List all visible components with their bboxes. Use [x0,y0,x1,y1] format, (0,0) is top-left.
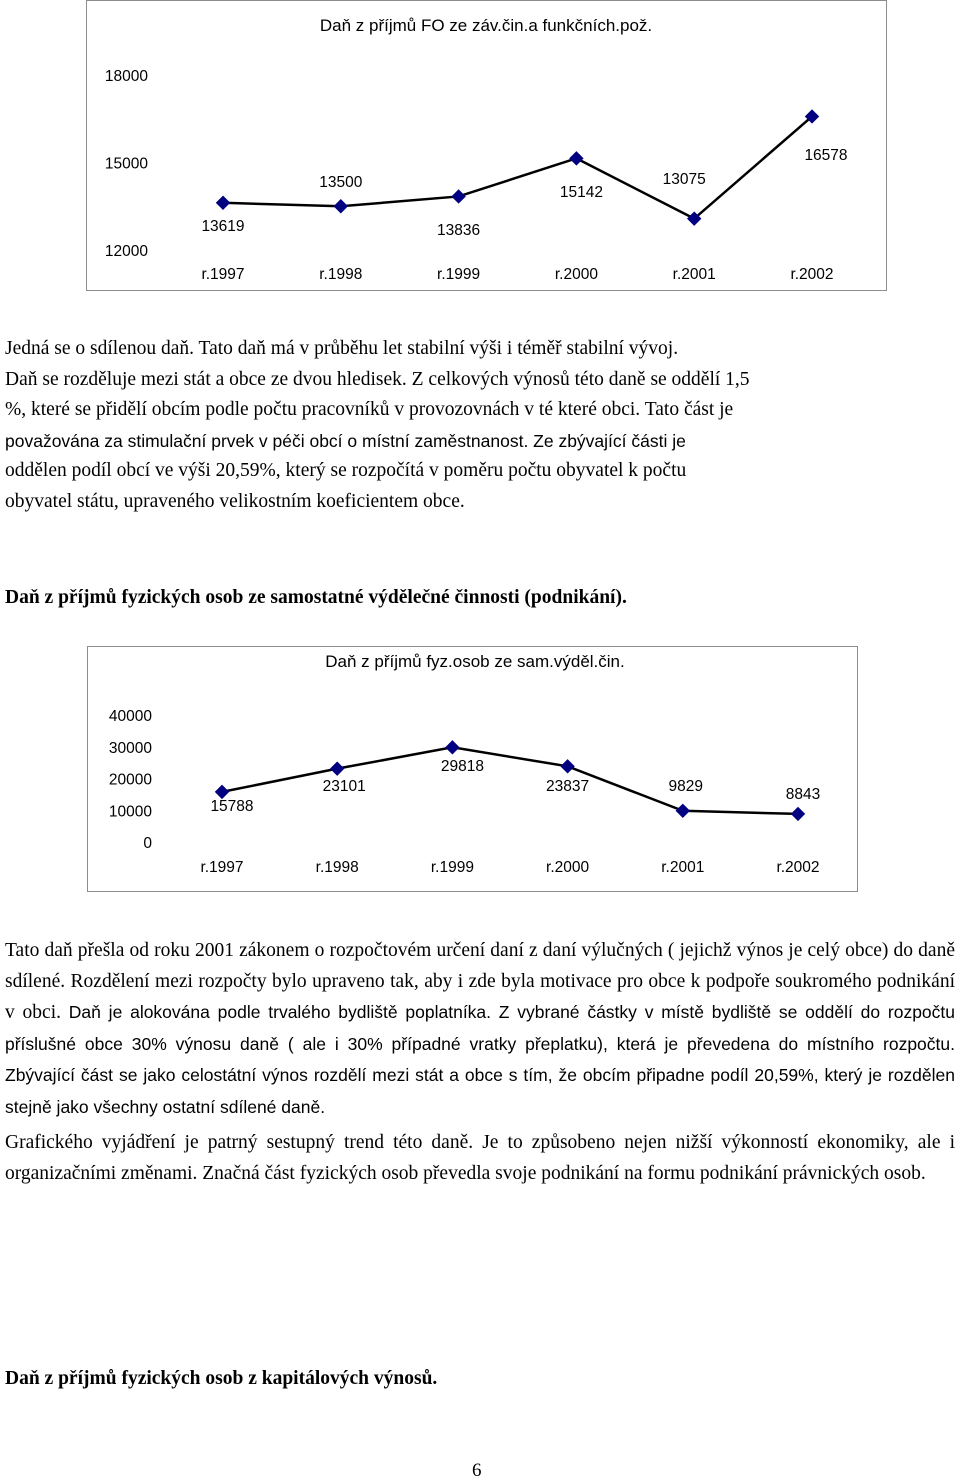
chart1-x-tick-label: r.2001 [672,266,716,283]
chart1-data-label: 15142 [559,184,603,201]
chart2-y-tick-label: 10000 [108,803,152,821]
chart1-data-label: 16578 [804,147,848,164]
chart1-data-label: 13500 [319,174,363,191]
chart2-point-marker [331,762,344,775]
chart1-y-tick-label: 18000 [104,68,148,85]
chart1-x-tick-label: r.1997 [201,266,245,283]
chart2-y-tick-label: 30000 [108,739,152,757]
chart2-x-tick-label: r.1997 [200,859,244,876]
chart2-x-tick-label: r.1999 [430,859,474,876]
chart2-data-label: 23837 [546,778,590,795]
chart2-x-tick-label: r.2000 [546,859,590,876]
p2-part-b: Daň je alokována podle trvalého bydliště poplatníka. Z vybrané částky v místě bydliště se oddělí do rozpočtu příslušné obce 30% výnosu daně ( ale i 30% případné vratky přeplatku), která je převedena do místního rozpočtu. Zbývající část se jako celostátní výnos rozdělí mezi stát a obce s tím, že obcím připadne podíl 20,59%, který je rozdělen stejně jako všechny ostatní sdílené daně. [5,1002,956,1117]
chart2-y-tick-label: 40000 [108,708,152,725]
chart2-data-label: 29818 [440,758,484,775]
p1-line-4: považována za stimulační prvek v péči obcí o místní zaměstnanost. Ze zbývající části je [5,430,686,451]
chart2-point-marker [216,785,229,798]
heading-capital-income-tax: Daň z příjmů fyzických osob z kapitálových výnosů. [5,1368,438,1389]
p1-line-5: oddělen podíl obcí ve výši 20,59%, který se rozpočítá v poměru počtu obyvatel k počtu [5,460,687,481]
chart2-point-marker [792,807,805,820]
chart2-y-tick-label: 0 [143,835,152,852]
p1-line-1: Jedná se o sdílenou daň. Tato daň má v průběhu let stabilní výši i téměř stabilní vývoj. [5,338,679,359]
chart2-data-label: 15788 [210,798,254,815]
chart2-x-tick-label: r.2002 [776,859,820,876]
chart1-x-tick-label: r.1998 [319,266,363,283]
chart2-data-label: 8843 [785,786,821,803]
chart1-y-tick-label: 15000 [104,155,148,173]
chart2-series-line [222,747,798,814]
chart2-point-marker [446,741,459,754]
chart2-x-tick-label: r.2001 [661,859,705,876]
chart2-point-marker [561,760,574,773]
paragraph-2 [5,936,955,1123]
chart1-data-label: 13619 [201,218,245,235]
chart2-y-tick-label: 20000 [108,771,152,789]
chart2-x-tick-label: r.1998 [315,859,359,876]
p1-line-2: Daň se rozděluje mezi stát a obce ze dvou hledisek. Z celkových výnosů této daně se oddělí 1,5 [5,368,750,390]
chart2-title: Daň z příjmů fyz.osob ze sam.výděl.čin. [325,652,625,671]
p2-part-a: Tato daň přešla od roku 2001 zákonem o rozpočtovém určení daní z daní výlučných ( jejichž výnos je celý obce) do daně sdílené. Rozdělení mezi rozpočty bylo upraveno tak, aby i zde byla motivace pro obce k podpoře soukromého podnikání v obci. [5,940,955,1023]
chart2-point-marker [676,804,689,817]
page-number: 6 [472,1460,482,1481]
chart1-data-label: 13075 [662,171,706,188]
chart1-data-label: 13836 [437,222,481,239]
chart1-x-tick-label: r.2002 [790,266,834,283]
paragraph-3: Grafického vyjádření je patrný sestupný trend této daně. Je to způsobeno nejen nižší výkonností ekonomiky, ale i organizačními změnami. Značná část fyzických osob převedla svoje podnikání na formu podnikání právnických osob. [5,1132,955,1184]
chart2-data-label: 9829 [668,778,704,795]
p1-line-3: %, které se přidělí obcím podle počtu pracovníků v provozovnách v té které obci. Tato část je [5,399,734,420]
heading-self-employment-tax: Daň z příjmů fyzických osob ze samostatné výdělečné činnosti (podnikání). [5,587,627,608]
chart1-y-tick-label: 12000 [104,243,148,260]
chart1-x-tick-label: r.1999 [437,266,481,283]
chart2-data-label: 23101 [322,778,366,795]
chart1-x-tick-label: r.2000 [554,266,598,283]
p1-line-6: obyvatel státu, upraveného velikostním koeficientem obce. [5,490,465,512]
chart1-title: Daň z příjmů FO ze záv.čin.a funkčních.pož. [319,16,653,35]
